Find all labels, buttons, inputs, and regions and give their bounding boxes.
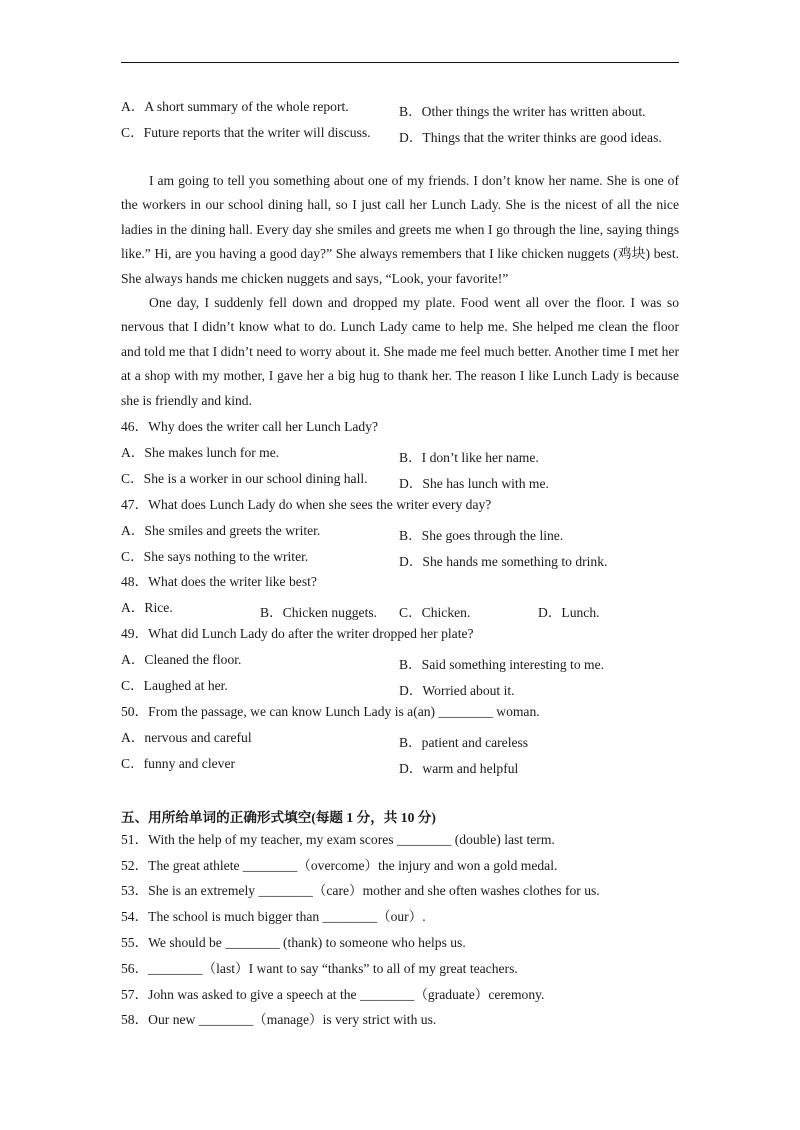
q50-option-a: A．nervous and careful (121, 730, 252, 745)
q49-option-b: B．Said something interesting to me. (399, 657, 605, 672)
q47-option-a: A．She smiles and greets the writer. (121, 523, 321, 538)
q47-option-b: B．She goes through the line. (399, 528, 564, 543)
q45-option-a: A．A short summary of the whole report. (121, 99, 349, 114)
q49-option-d: D．Worried about it. (399, 683, 515, 698)
q46-stem: 46．Why does the writer call her Lunch Lady? (121, 419, 379, 434)
q45-option-d: D．Things that the writer thinks are good ideas. (399, 130, 662, 145)
q45-option-c: C．Future reports that the writer will discuss. (121, 125, 371, 140)
q48-option-c: C．Chicken. (399, 605, 471, 620)
item-54: 54．The school is much bigger than ________（our）. (121, 909, 426, 924)
item-56: 56．________（last）I want to say “thanks” to all of my great teachers. (121, 961, 518, 976)
item-58: 58．Our new ________（manage）is very strict with us. (121, 1012, 437, 1027)
q50-option-d: D．warm and helpful (399, 761, 519, 776)
q45-option-b: B．Other things the writer has written about. (399, 104, 646, 119)
q48-option-a: A．Rice. (121, 600, 173, 615)
q50-option-c: C．funny and clever (121, 756, 236, 771)
section-5-title: 五、用所给单词的正确形式填空(每题 1 分，共 10 分) (121, 810, 436, 825)
q46-option-d: D．She has lunch with me. (399, 476, 549, 491)
q48-stem: 48．What does the writer like best? (121, 574, 317, 589)
q47-stem: 47．What does Lunch Lady do when she sees the writer every day? (121, 497, 492, 512)
item-57: 57．John was asked to give a speech at the ________（graduate）ceremony. (121, 987, 545, 1002)
passage-paragraph-2: One day, I suddenly fell down and dropped my plate. Food went all over the floor. I was so nervous that I didn’t know what to do. Lunch Lady came to help me. She helped me clean the floor and told me that I didn’t need to worry about it. She made me feel much better. Another time I met her at a shop with my mother, I gave her a big hug to thank her. The reason I like Lunch Lady is because she is friendly and kind. (121, 295, 679, 408)
q50-stem: 50．From the passage, we can know Lunch Lady is a(an) ________ woman. (121, 704, 540, 719)
q46-option-b: B．I don’t like her name. (399, 450, 539, 465)
q46-option-c: C．She is a worker in our school dining hall. (121, 471, 368, 486)
item-51: 51．With the help of my teacher, my exam scores ________ (double) last term. (121, 832, 555, 847)
header-rule (121, 62, 679, 63)
passage-paragraph-1: I am going to tell you something about one of my friends. I don’t know her name. She is one of the workers in our school dining hall, so I just call her Lunch Lady. She is the nicest of all the nice ladies in the dining hall. Every day she smiles and greets me when I go through the line, saying things like.” Hi, are you having a good day?” She always remembers that I like chicken nuggets (鸡块) best. She always hands me chicken nuggets and says, “Look, your favorite!” (121, 173, 679, 286)
item-53: 53．She is an extremely ________（care）mother and she often washes clothes for us. (121, 883, 600, 898)
item-52: 52．The great athlete ________（overcome）the injury and won a gold medal. (121, 858, 558, 873)
q47-option-d: D．She hands me something to drink. (399, 554, 608, 569)
reading-passage (121, 169, 679, 413)
q49-option-a: A．Cleaned the floor. (121, 652, 242, 667)
q49-option-c: C．Laughed at her. (121, 678, 228, 693)
q47-option-c: C．She says nothing to the writer. (121, 549, 309, 564)
q49-stem: 49．What did Lunch Lady do after the writer dropped her plate? (121, 626, 474, 641)
q50-option-b: B．patient and careless (399, 735, 529, 750)
q48-option-b: B．Chicken nuggets. (260, 605, 378, 620)
q48-option-d: D．Lunch. (538, 605, 600, 620)
q46-option-a: A．She makes lunch for me. (121, 445, 280, 460)
item-55: 55．We should be ________ (thank) to someone who helps us. (121, 935, 466, 950)
